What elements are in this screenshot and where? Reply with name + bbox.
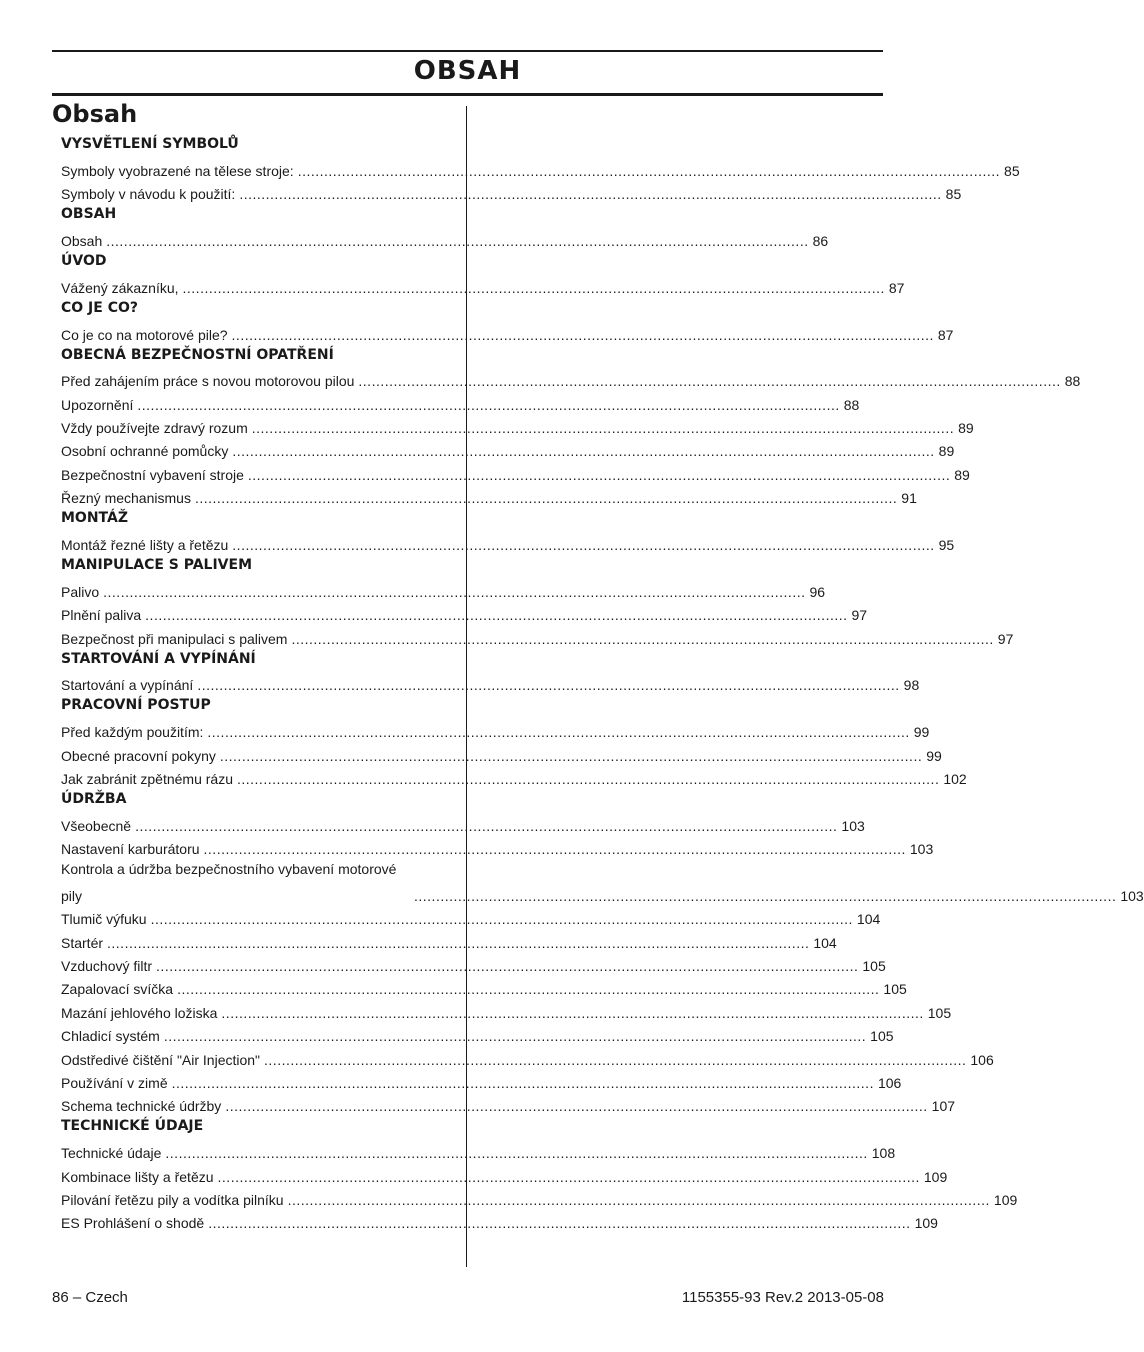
toc-page-number: 88: [843, 396, 860, 413]
toc-page-number: 103: [909, 841, 934, 858]
toc-leader-dots: [135, 817, 837, 835]
toc-entry[interactable]: [61, 484, 917, 507]
toc-section-title: OBSAH: [61, 206, 117, 223]
toc-page-number: 85: [945, 186, 962, 203]
toc-page-number: 105: [927, 1004, 952, 1021]
toc-leader-dots: [207, 723, 909, 741]
toc-leader-dots: [204, 840, 906, 858]
toc-entry-text: Pilování řetězu pily a vodítka pilníku: [61, 1191, 284, 1208]
toc-section-title: CO JE CO?: [61, 299, 138, 316]
toc-leader-dots: [145, 606, 847, 624]
toc-entry-text: Vždy používejte zdravý rozum: [61, 420, 248, 437]
toc-page-number: 95: [938, 537, 955, 554]
toc-leader-dots: [237, 770, 939, 788]
toc-page-number: 109: [923, 1168, 948, 1185]
toc-entry[interactable]: [61, 460, 970, 483]
toc-entry[interactable]: [61, 1139, 896, 1162]
toc-leader-dots: [218, 1168, 920, 1186]
toc-leader-dots: [239, 185, 941, 203]
toc-entry[interactable]: [61, 718, 930, 741]
toc-page-number: 89: [938, 443, 955, 460]
toc-entry[interactable]: [61, 577, 826, 600]
toc-page-number: 91: [901, 490, 917, 507]
toc-entry[interactable]: [61, 156, 1020, 179]
toc-page-number: 109: [914, 1215, 938, 1232]
toc-entry[interactable]: [61, 1162, 948, 1185]
toc-page-number: 105: [883, 981, 907, 998]
toc-page-number: 99: [913, 724, 930, 741]
toc-entry-text: Kombinace lišty a řetězu: [61, 1168, 214, 1185]
toc-entry[interactable]: [61, 858, 1144, 905]
toc-entry[interactable]: [61, 531, 955, 554]
toc-page-number: 103: [1120, 887, 1144, 904]
toc-entry-text: Obecné pracovní pokyny: [61, 747, 216, 764]
toc-page-number: 104: [813, 934, 837, 951]
toc-leader-dots: [221, 1004, 923, 1022]
toc-entry[interactable]: [61, 905, 881, 928]
toc-entry[interactable]: [61, 671, 920, 694]
toc-entry[interactable]: [61, 1209, 938, 1232]
toc-leader-dots: [288, 1191, 990, 1209]
toc-entry-text: Plnění paliva: [61, 607, 142, 624]
toc-page-number: 89: [954, 466, 970, 483]
toc-page-number: 98: [903, 677, 920, 694]
toc-leader-dots: [197, 676, 899, 694]
toc-page-number: 87: [937, 326, 954, 343]
toc-page-number: 105: [870, 1028, 894, 1045]
toc-page-number: 103: [841, 817, 865, 834]
toc-page-number: 106: [877, 1075, 902, 1092]
toc-page-number: 88: [1064, 373, 1081, 390]
toc-entry[interactable]: [61, 835, 934, 858]
toc-entry-text: Bezpečnost při manipulaci s palivem: [61, 630, 288, 647]
toc-leader-dots: [103, 583, 805, 601]
toc-page-number: 105: [862, 958, 886, 975]
toc-entry[interactable]: [61, 998, 952, 1021]
toc-entry-text: Startování a vypínání: [61, 677, 194, 694]
toc-page-number: 85: [1004, 162, 1020, 179]
toc-section-title: PRACOVNÍ POSTUP: [61, 697, 211, 714]
toc-entry[interactable]: [61, 811, 865, 834]
toc-entry[interactable]: [61, 601, 868, 624]
toc-page-number: 87: [888, 279, 905, 296]
toc-entry[interactable]: [61, 952, 886, 975]
toc-entry[interactable]: [61, 437, 955, 460]
header-bottom-rule: [52, 93, 883, 96]
page-header-title: OBSAH: [413, 56, 522, 86]
toc-entry-text: Palivo: [61, 583, 100, 600]
toc-leader-dots: [106, 232, 808, 250]
toc-leader-dots: [195, 489, 897, 507]
toc-leader-dots: [264, 1051, 966, 1069]
toc-page-number: 99: [926, 747, 942, 764]
toc-leader-dots: [107, 934, 809, 952]
toc-entry-text-continued: pily: [61, 887, 83, 904]
toc-entry-text: Mazání jehlového ložiska: [61, 1004, 218, 1021]
toc-entry-text: Symboly vyobrazené na tělese stroje:: [61, 162, 294, 179]
toc-entry-text: Osobní ochranné pomůcky: [61, 443, 229, 460]
toc-entry[interactable]: [61, 367, 1081, 390]
toc-entry-text: Zapalovací svíčka: [61, 981, 174, 998]
toc-entry-text: Všeobecně: [61, 817, 132, 834]
toc-section-title: TECHNICKÉ ÚDAJE: [61, 1118, 204, 1135]
toc-entry-text: Upozornění: [61, 396, 134, 413]
toc-entry-text: Používání v zimě: [61, 1075, 168, 1092]
toc-page-number: 104: [856, 911, 881, 928]
toc-page-number: 107: [931, 1098, 956, 1115]
toc-entry-text: Startér: [61, 934, 104, 951]
toc-entry[interactable]: [61, 227, 829, 250]
toc-page-number: 89: [958, 420, 974, 437]
footer-document-number: 1155355-93 Rev.2 2013-05-08: [681, 1289, 884, 1306]
toc-leader-dots: [414, 887, 1116, 905]
toc-leader-dots: [225, 1097, 927, 1115]
toc-entry-text: Schema technické údržby: [61, 1098, 222, 1115]
toc-section-title: ÚDRŽBA: [61, 790, 127, 807]
toc-leader-dots: [358, 372, 1060, 390]
toc-leader-dots: [232, 536, 934, 554]
toc-entry[interactable]: [61, 1186, 1018, 1209]
toc-leader-dots: [232, 442, 934, 460]
toc-leader-dots: [252, 419, 954, 437]
toc-entry[interactable]: [61, 414, 974, 437]
toc-leader-dots: [177, 980, 879, 998]
toc-section-title: MONTÁŽ: [61, 510, 128, 527]
toc-entry-text: Technické údaje: [61, 1145, 162, 1162]
toc-leader-dots: [137, 396, 839, 414]
toc-entry-text: Vzduchový filtr: [61, 958, 153, 975]
toc-entry-text: Řezný mechanismus: [61, 490, 191, 507]
toc-entry[interactable]: [61, 390, 860, 413]
toc-entry-text: ES Prohlášení o shodě: [61, 1215, 205, 1232]
header-top-rule: [52, 50, 883, 52]
toc-page-number: 109: [993, 1191, 1018, 1208]
toc-entry-text: Odstředivé čištění "Air Injection": [61, 1051, 261, 1068]
toc-leader-dots: [164, 1027, 866, 1045]
toc-entry-text: Jak zabránit zpětnému rázu: [61, 770, 233, 787]
toc-entry[interactable]: [61, 1022, 894, 1045]
toc-leader-dots: [172, 1074, 874, 1092]
toc-entry-text: Nastavení karburátoru: [61, 841, 200, 858]
toc-leader-dots: [151, 910, 853, 928]
toc-leader-dots: [298, 162, 1000, 180]
toc-page-number: 97: [997, 630, 1014, 647]
toc-entry-text: Chladicí systém: [61, 1028, 160, 1045]
toc-entry[interactable]: [61, 273, 905, 296]
toc-entry-text: Tlumič výfuku: [61, 911, 147, 928]
toc-entry[interactable]: [61, 180, 962, 203]
toc-page-number: 86: [812, 232, 829, 249]
toc-heading: Obsah: [52, 100, 138, 128]
table-of-contents: [61, 133, 1144, 1232]
toc-page-number: 102: [943, 770, 967, 787]
toc-entry-text: Před zahájením práce s novou motorovou pilou: [61, 373, 355, 390]
toc-entry[interactable]: [61, 1092, 956, 1115]
footer-page-language: 86 – Czech: [52, 1289, 128, 1306]
toc-entry-text: Před každým použitím:: [61, 724, 204, 741]
toc-leader-dots: [165, 1144, 867, 1162]
toc-section-title: ÚVOD: [61, 252, 107, 269]
toc-leader-dots: [248, 466, 950, 484]
toc-entry-text: Symboly v návodu k použití:: [61, 186, 236, 203]
toc-entry[interactable]: [61, 1045, 994, 1068]
toc-entry-text: Obsah: [61, 232, 103, 249]
toc-leader-dots: [208, 1214, 910, 1232]
toc-leader-dots: [232, 326, 934, 344]
toc-page-number: 108: [871, 1145, 896, 1162]
toc-entry[interactable]: [61, 928, 837, 951]
toc-entry-text: Montáž řezné lišty a řetězu: [61, 537, 229, 554]
toc-page-number: 97: [851, 607, 868, 624]
toc-entry[interactable]: [61, 624, 1014, 647]
toc-page-number: 96: [809, 583, 826, 600]
toc-entry-text: Bezpečnostní vybavení stroje: [61, 466, 244, 483]
toc-leader-dots: [156, 957, 858, 975]
toc-section-title: VYSVĚTLENÍ SYMBOLŮ: [61, 136, 239, 152]
toc-section-title: OBECNÁ BEZPEČNOSTNÍ OPATŘENÍ: [61, 346, 334, 363]
toc-entry-text: Vážený zákazníku,: [61, 279, 179, 296]
toc-leader-dots: [183, 279, 885, 297]
toc-section-title: MANIPULACE S PALIVEM: [61, 557, 253, 574]
toc-entry-text: Kontrola a údržba bezpečnostního vybavení motorové: [61, 861, 397, 878]
toc-section-title: STARTOVÁNÍ A VYPÍNÁNÍ: [61, 650, 256, 667]
toc-entry[interactable]: [61, 320, 954, 343]
toc-entry[interactable]: [61, 741, 942, 764]
toc-entry[interactable]: [61, 1069, 902, 1092]
toc-entry[interactable]: [61, 975, 907, 998]
toc-entry[interactable]: [61, 765, 967, 788]
toc-leader-dots: [291, 630, 993, 648]
toc-page-number: 106: [970, 1051, 994, 1068]
toc-entry-text: Co je co na motorové pile?: [61, 326, 228, 343]
toc-leader-dots: [220, 747, 922, 765]
